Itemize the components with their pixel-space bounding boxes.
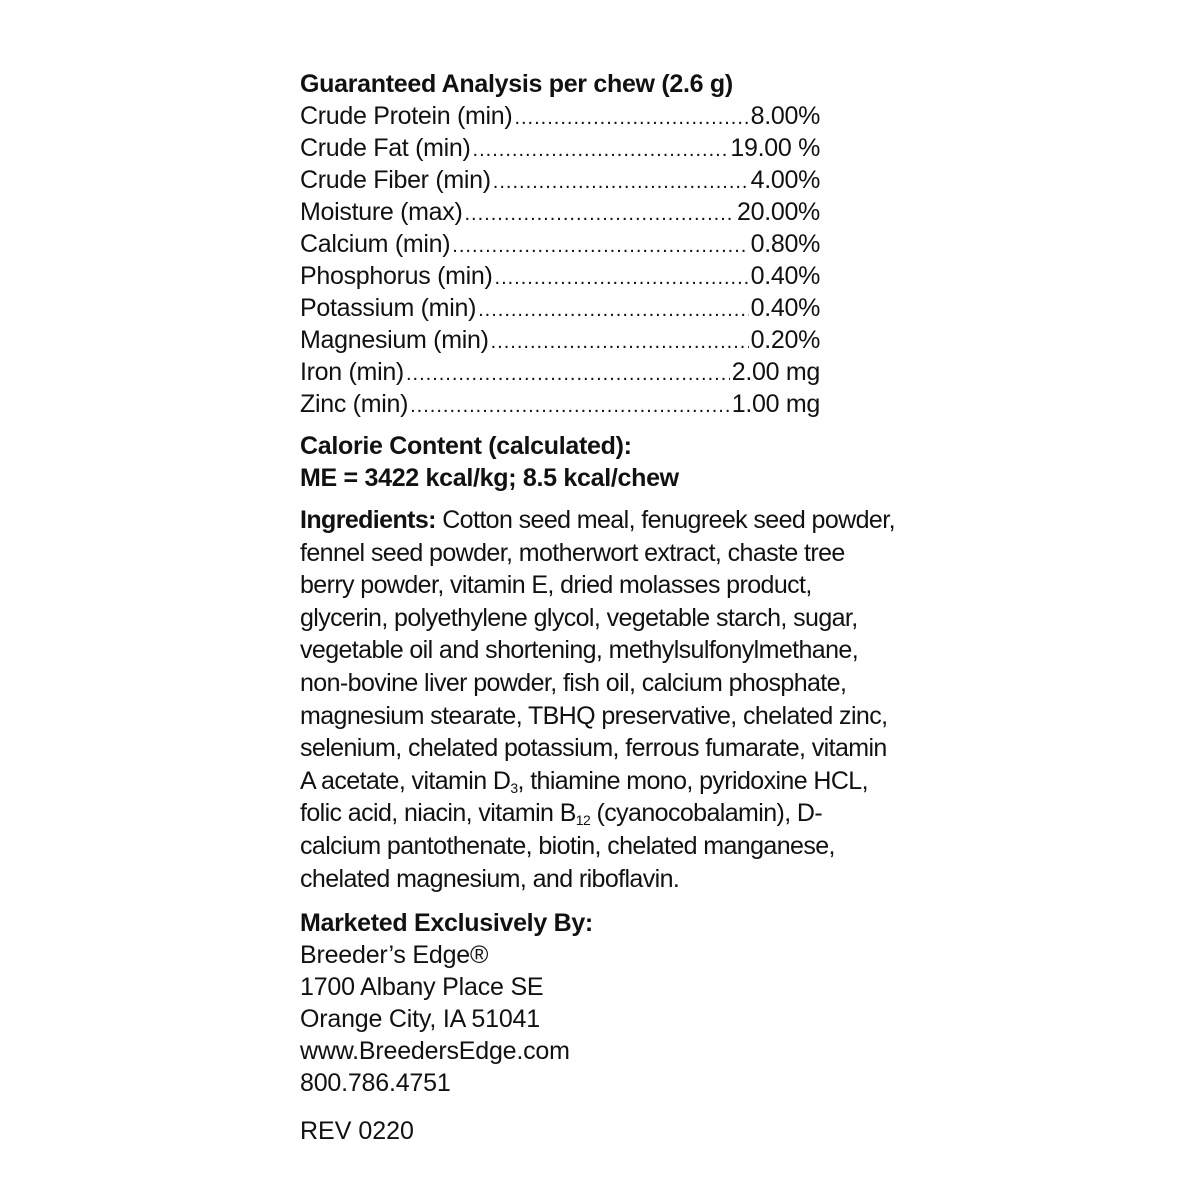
dot-leader <box>514 102 748 134</box>
dot-leader <box>495 262 749 294</box>
nutrient-name: Calcium (min) <box>300 230 451 258</box>
nutrient-value: 19.00 % <box>730 134 820 162</box>
nutrient-name: Phosphorus (min) <box>300 262 493 290</box>
dot-leader <box>473 134 729 166</box>
nutrient-name: Crude Fat (min) <box>300 134 471 162</box>
analysis-row <box>300 164 820 196</box>
analysis-row <box>300 324 820 356</box>
calorie-content-title: Calorie Content (calculated): <box>300 432 632 460</box>
marketer-section <box>300 907 900 1099</box>
subscript-3: 3 <box>510 779 518 796</box>
dot-leader <box>452 230 748 262</box>
dot-leader <box>465 198 736 230</box>
nutrient-name: Moisture (max) <box>300 198 463 226</box>
city-state-zip: Orange City, IA 51041 <box>300 1005 540 1034</box>
nutrient-value: 0.20% <box>750 326 820 354</box>
calorie-content-value: ME = 3422 kcal/kg; 8.5 kcal/chew <box>300 464 679 492</box>
dot-leader <box>491 326 749 358</box>
revision-code: REV 0220 <box>300 1117 414 1146</box>
nutrient-name: Zinc (min) <box>300 390 409 418</box>
ingredients-label: Ingredients: <box>300 506 436 534</box>
guaranteed-analysis-title: Guaranteed Analysis per chew (2.6 g) <box>300 70 733 98</box>
company-name: Breeder’s Edge® <box>300 941 489 970</box>
street-address: 1700 Albany Place SE <box>300 973 544 1002</box>
dot-leader <box>406 358 730 390</box>
nutrient-value: 0.40% <box>750 262 820 290</box>
analysis-row <box>300 260 820 292</box>
nutrient-name: Crude Protein (min) <box>300 102 513 130</box>
dot-leader <box>478 294 749 326</box>
marketer-title: Marketed Exclusively By: <box>300 909 593 938</box>
analysis-row <box>300 292 820 324</box>
analysis-row <box>300 228 820 260</box>
calorie-content-section <box>300 430 900 494</box>
nutrient-name: Iron (min) <box>300 358 404 386</box>
nutrient-value: 2.00 mg <box>731 358 820 386</box>
product-label <box>300 68 900 1147</box>
website: www.BreedersEdge.com <box>300 1037 570 1066</box>
analysis-row <box>300 388 820 420</box>
ingredients-section <box>300 504 900 895</box>
phone-number: 800.786.4751 <box>300 1069 451 1098</box>
analysis-row <box>300 356 820 388</box>
nutrient-value: 0.40% <box>750 294 820 322</box>
ingredients-text: Cotton seed meal, fenugreek seed powder, fennel seed powder, motherwort extract, chaste tree berry powder, vitamin E, dried molasses product, glycerin, polyethylene glycol, vegetable starch, sugar, vegetable oil and shortening, methylsulfonylmethane, non-bovine liver powder, fish oil, calcium phosphate, magnesium stearate, TBHQ preservative, chelated zinc, selenium, chelated potassium, ferrous fumarate, vitamin A acetate, vitamin D <box>300 506 895 795</box>
nutrient-name: Crude Fiber (min) <box>300 166 491 194</box>
analysis-row <box>300 100 820 132</box>
guaranteed-analysis-table <box>300 100 820 420</box>
nutrient-value: 1.00 mg <box>731 390 820 418</box>
dot-leader <box>410 390 730 422</box>
subscript-12: 12 <box>575 812 591 829</box>
ingredients-text: , thiamine mono, pyridoxine HCL, folic acid, niacin, vitamin B <box>300 766 868 828</box>
nutrient-name: Magnesium (min) <box>300 326 489 354</box>
analysis-row <box>300 132 820 164</box>
nutrient-value: 0.80% <box>750 230 820 258</box>
nutrient-value: 8.00% <box>750 102 820 130</box>
ingredients-text: (cyanocobalamin), D-calcium pantothenate, biotin, chelated manganese, chelated magnesium, and riboflavin. <box>300 799 835 893</box>
nutrient-value: 4.00% <box>750 166 820 194</box>
analysis-row <box>300 196 820 228</box>
nutrient-value: 20.00% <box>737 198 820 226</box>
dot-leader <box>493 166 749 198</box>
nutrient-name: Potassium (min) <box>300 294 477 322</box>
